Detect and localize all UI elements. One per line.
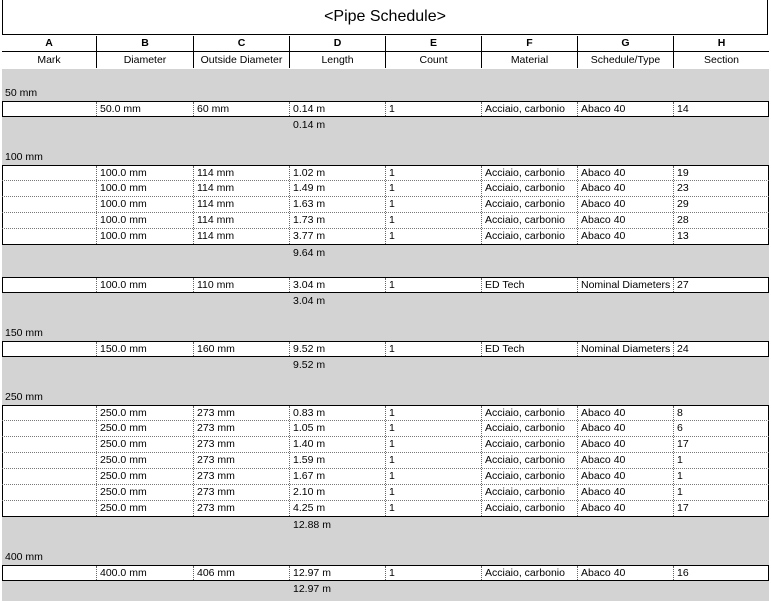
table-cell[interactable]	[2, 453, 97, 468]
subtotal-row	[2, 517, 769, 533]
table-cell[interactable]: 273 mm	[194, 406, 290, 420]
table-cell[interactable]: 110 mm	[194, 278, 290, 292]
table-cell[interactable]	[2, 437, 97, 452]
table-cell[interactable]: 273 mm	[194, 421, 290, 436]
subtotal-length: 3.04 m	[293, 295, 326, 307]
table-cell[interactable]: 1.63 m	[290, 197, 386, 212]
table-cell[interactable]	[2, 566, 97, 580]
table-cell[interactable]: Abaco 40	[578, 421, 674, 436]
column-header-outside-diameter[interactable]: Outside Diameter	[194, 52, 290, 68]
table-cell[interactable]: 1	[674, 469, 769, 484]
table-cell[interactable]: 13	[674, 229, 769, 244]
table-row[interactable]	[2, 341, 769, 357]
group-header: 50 mm	[5, 87, 38, 99]
table-cell[interactable]: 28	[674, 213, 769, 228]
table-cell[interactable]: Abaco 40	[578, 229, 674, 244]
column-header-diameter[interactable]: Diameter	[97, 52, 194, 68]
table-cell[interactable]	[2, 197, 97, 212]
table-cell[interactable]: 1	[386, 166, 482, 180]
table-cell[interactable]: Acciaio, carbonio	[482, 566, 578, 580]
table-cell[interactable]: Abaco 40	[578, 181, 674, 196]
table-cell[interactable]	[2, 421, 97, 436]
table-cell[interactable]: 273 mm	[194, 501, 290, 516]
column-letter[interactable]: D	[290, 36, 386, 51]
table-cell[interactable]: 16	[674, 566, 769, 580]
table-cell[interactable]: Abaco 40	[578, 501, 674, 516]
table-row[interactable]	[2, 181, 769, 197]
table-row[interactable]	[2, 101, 769, 117]
table-row[interactable]	[2, 405, 769, 421]
table-cell[interactable]: 1.05 m	[290, 421, 386, 436]
table-cell[interactable]: 17	[674, 437, 769, 452]
table-cell[interactable]: 1.49 m	[290, 181, 386, 196]
table-cell[interactable]: 60 mm	[194, 102, 290, 116]
column-letter[interactable]: E	[386, 36, 482, 51]
table-cell[interactable]	[2, 485, 97, 500]
table-row[interactable]	[2, 277, 769, 293]
table-cell[interactable]: 1	[386, 469, 482, 484]
table-cell[interactable]: 273 mm	[194, 469, 290, 484]
table-cell[interactable]	[2, 102, 97, 116]
table-cell[interactable]: Acciaio, carbonio	[482, 406, 578, 420]
table-cell[interactable]: 1	[674, 453, 769, 468]
table-cell[interactable]	[2, 166, 97, 180]
table-cell[interactable]	[2, 501, 97, 516]
group-header: 400 mm	[5, 551, 43, 563]
table-cell[interactable]: 100.0 mm	[97, 278, 194, 292]
column-letter-row	[2, 36, 769, 52]
table-cell[interactable]: 29	[674, 197, 769, 212]
table-cell[interactable]	[2, 342, 97, 356]
table-cell[interactable]: 114 mm	[194, 213, 290, 228]
table-cell[interactable]: Acciaio, carbonio	[482, 213, 578, 228]
table-row[interactable]	[2, 197, 769, 213]
table-cell[interactable]: 19	[674, 166, 769, 180]
table-cell[interactable]: Abaco 40	[578, 437, 674, 452]
table-row[interactable]	[2, 453, 769, 469]
table-cell[interactable]	[2, 406, 97, 420]
schedule-title: <Pipe Schedule>	[2, 0, 768, 35]
table-cell[interactable]: ED Tech	[482, 342, 578, 356]
table-cell[interactable]: 27	[674, 278, 769, 292]
table-cell[interactable]: 24	[674, 342, 769, 356]
table-cell[interactable]: 1	[386, 181, 482, 196]
subtotal-row	[2, 245, 769, 261]
group-header: 100 mm	[5, 151, 43, 163]
table-cell[interactable]: Abaco 40	[578, 453, 674, 468]
table-cell[interactable]: Acciaio, carbonio	[482, 197, 578, 212]
table-cell[interactable]: 250.0 mm	[97, 406, 194, 420]
table-cell[interactable]: Nominal Diameters	[578, 278, 674, 292]
table-cell[interactable]: 150.0 mm	[97, 342, 194, 356]
table-cell[interactable]: Abaco 40	[578, 197, 674, 212]
table-cell[interactable]: 273 mm	[194, 453, 290, 468]
table-cell[interactable]: 12.97 m	[290, 566, 386, 580]
subtotal-row	[2, 581, 769, 597]
table-row[interactable]	[2, 485, 769, 501]
table-cell[interactable]: 100.0 mm	[97, 181, 194, 196]
table-cell[interactable]: 250.0 mm	[97, 437, 194, 452]
table-cell[interactable]: 14	[674, 102, 769, 116]
column-letter[interactable]: A	[2, 36, 97, 51]
subtotal-length: 12.97 m	[293, 583, 331, 595]
subtotal-row	[2, 357, 769, 373]
table-cell[interactable]: 6	[674, 421, 769, 436]
table-cell[interactable]: 114 mm	[194, 197, 290, 212]
table-cell[interactable]: 250.0 mm	[97, 421, 194, 436]
table-cell[interactable]: Abaco 40	[578, 566, 674, 580]
column-letter[interactable]: F	[482, 36, 578, 51]
table-cell[interactable]: Abaco 40	[578, 469, 674, 484]
table-row[interactable]	[2, 165, 769, 181]
table-cell[interactable]: Acciaio, carbonio	[482, 229, 578, 244]
column-letter[interactable]: B	[97, 36, 194, 51]
table-cell[interactable]: 1	[386, 213, 482, 228]
table-cell[interactable]: 160 mm	[194, 342, 290, 356]
table-cell[interactable]: 114 mm	[194, 181, 290, 196]
table-cell[interactable]: 1	[386, 342, 482, 356]
table-cell[interactable]: 100.0 mm	[97, 229, 194, 244]
table-cell[interactable]: 100.0 mm	[97, 166, 194, 180]
group-header: 250 mm	[5, 391, 43, 403]
table-row[interactable]	[2, 229, 769, 245]
table-cell[interactable]	[2, 278, 97, 292]
table-cell[interactable]: Acciaio, carbonio	[482, 102, 578, 116]
table-cell[interactable]: 400.0 mm	[97, 566, 194, 580]
table-cell[interactable]: 250.0 mm	[97, 469, 194, 484]
table-cell[interactable]: ED Tech	[482, 278, 578, 292]
column-header-length[interactable]: Length	[290, 52, 386, 68]
table-row[interactable]	[2, 421, 769, 437]
subtotal-row	[2, 293, 769, 309]
column-header-row	[2, 52, 769, 68]
table-row[interactable]	[2, 469, 769, 485]
table-cell[interactable]: Abaco 40	[578, 213, 674, 228]
table-cell[interactable]: Acciaio, carbonio	[482, 469, 578, 484]
table-cell[interactable]: 1	[386, 437, 482, 452]
table-cell[interactable]: 1.59 m	[290, 453, 386, 468]
table-cell[interactable]: Acciaio, carbonio	[482, 485, 578, 500]
table-cell[interactable]: 1.73 m	[290, 213, 386, 228]
column-header-mark[interactable]: Mark	[2, 52, 97, 68]
table-cell[interactable]: 1.67 m	[290, 469, 386, 484]
table-cell[interactable]: Acciaio, carbonio	[482, 421, 578, 436]
table-cell[interactable]: 0.83 m	[290, 406, 386, 420]
subtotal-length: 9.52 m	[293, 359, 326, 371]
column-header-section[interactable]: Section	[703, 54, 740, 66]
table-cell[interactable]: 273 mm	[194, 437, 290, 452]
table-cell[interactable]: 250.0 mm	[97, 485, 194, 500]
table-cell[interactable]: Acciaio, carbonio	[482, 166, 578, 180]
schedule-body	[2, 69, 769, 601]
table-cell[interactable]: 1.40 m	[290, 437, 386, 452]
table-cell[interactable]: 406 mm	[194, 566, 290, 580]
table-cell[interactable]: 273 mm	[194, 485, 290, 500]
table-cell[interactable]: 1	[386, 485, 482, 500]
table-row[interactable]	[2, 213, 769, 229]
column-header-schedule-type[interactable]: Schedule/Type	[578, 52, 674, 68]
table-cell[interactable]: 1	[386, 501, 482, 516]
table-cell[interactable]	[2, 229, 97, 244]
group-header: 150 mm	[5, 327, 43, 339]
table-cell[interactable]: Abaco 40	[578, 485, 674, 500]
table-row[interactable]	[2, 437, 769, 453]
table-cell[interactable]: Acciaio, carbonio	[482, 501, 578, 516]
table-cell[interactable]: 1	[386, 102, 482, 116]
table-row[interactable]	[2, 501, 769, 517]
table-cell[interactable]: 9.52 m	[290, 342, 386, 356]
table-cell[interactable]	[2, 469, 97, 484]
subtotal-length: 12.88 m	[293, 519, 331, 531]
table-cell[interactable]: 114 mm	[194, 166, 290, 180]
table-cell[interactable]: Acciaio, carbonio	[482, 453, 578, 468]
column-letter[interactable]: H	[717, 37, 726, 49]
table-cell[interactable]: 23	[674, 181, 769, 196]
subtotal-row	[2, 117, 769, 133]
table-cell[interactable]: 100.0 mm	[97, 213, 194, 228]
subtotal-length: 0.14 m	[293, 119, 326, 131]
table-cell[interactable]	[2, 181, 97, 196]
table-cell[interactable]: Nominal Diameters	[578, 342, 674, 356]
table-cell[interactable]: 8	[674, 406, 769, 420]
column-header-material[interactable]: Material	[482, 52, 578, 68]
column-letter[interactable]: C	[194, 36, 290, 51]
table-cell[interactable]: 1	[386, 421, 482, 436]
table-cell[interactable]	[2, 213, 97, 228]
table-cell[interactable]: 50.0 mm	[97, 102, 194, 116]
table-cell[interactable]: 3.04 m	[290, 278, 386, 292]
table-cell[interactable]: 1	[386, 197, 482, 212]
table-cell[interactable]: 1	[386, 406, 482, 420]
table-cell[interactable]: 1	[386, 278, 482, 292]
column-header-count[interactable]: Count	[386, 52, 482, 68]
table-cell[interactable]: 3.77 m	[290, 229, 386, 244]
table-cell[interactable]: 2.10 m	[290, 485, 386, 500]
table-cell[interactable]: Abaco 40	[578, 102, 674, 116]
table-cell[interactable]: 17	[674, 501, 769, 516]
table-cell[interactable]: Acciaio, carbonio	[482, 181, 578, 196]
table-cell[interactable]: 4.25 m	[290, 501, 386, 516]
table-cell[interactable]: 0.14 m	[290, 102, 386, 116]
table-cell[interactable]: 1	[386, 229, 482, 244]
subtotal-length: 9.64 m	[293, 247, 326, 259]
table-cell[interactable]: 114 mm	[194, 229, 290, 244]
column-letter[interactable]: G	[578, 36, 674, 51]
table-cell[interactable]: 250.0 mm	[97, 501, 194, 516]
table-row[interactable]	[2, 565, 769, 581]
table-cell[interactable]: 250.0 mm	[97, 453, 194, 468]
table-cell[interactable]: Abaco 40	[578, 166, 674, 180]
table-cell[interactable]: 1.02 m	[290, 166, 386, 180]
table-cell[interactable]: 1	[674, 485, 769, 500]
table-cell[interactable]: 1	[386, 566, 482, 580]
table-cell[interactable]: 1	[386, 453, 482, 468]
table-cell[interactable]: 100.0 mm	[97, 197, 194, 212]
table-cell[interactable]: Abaco 40	[578, 406, 674, 420]
table-cell[interactable]: Acciaio, carbonio	[482, 437, 578, 452]
